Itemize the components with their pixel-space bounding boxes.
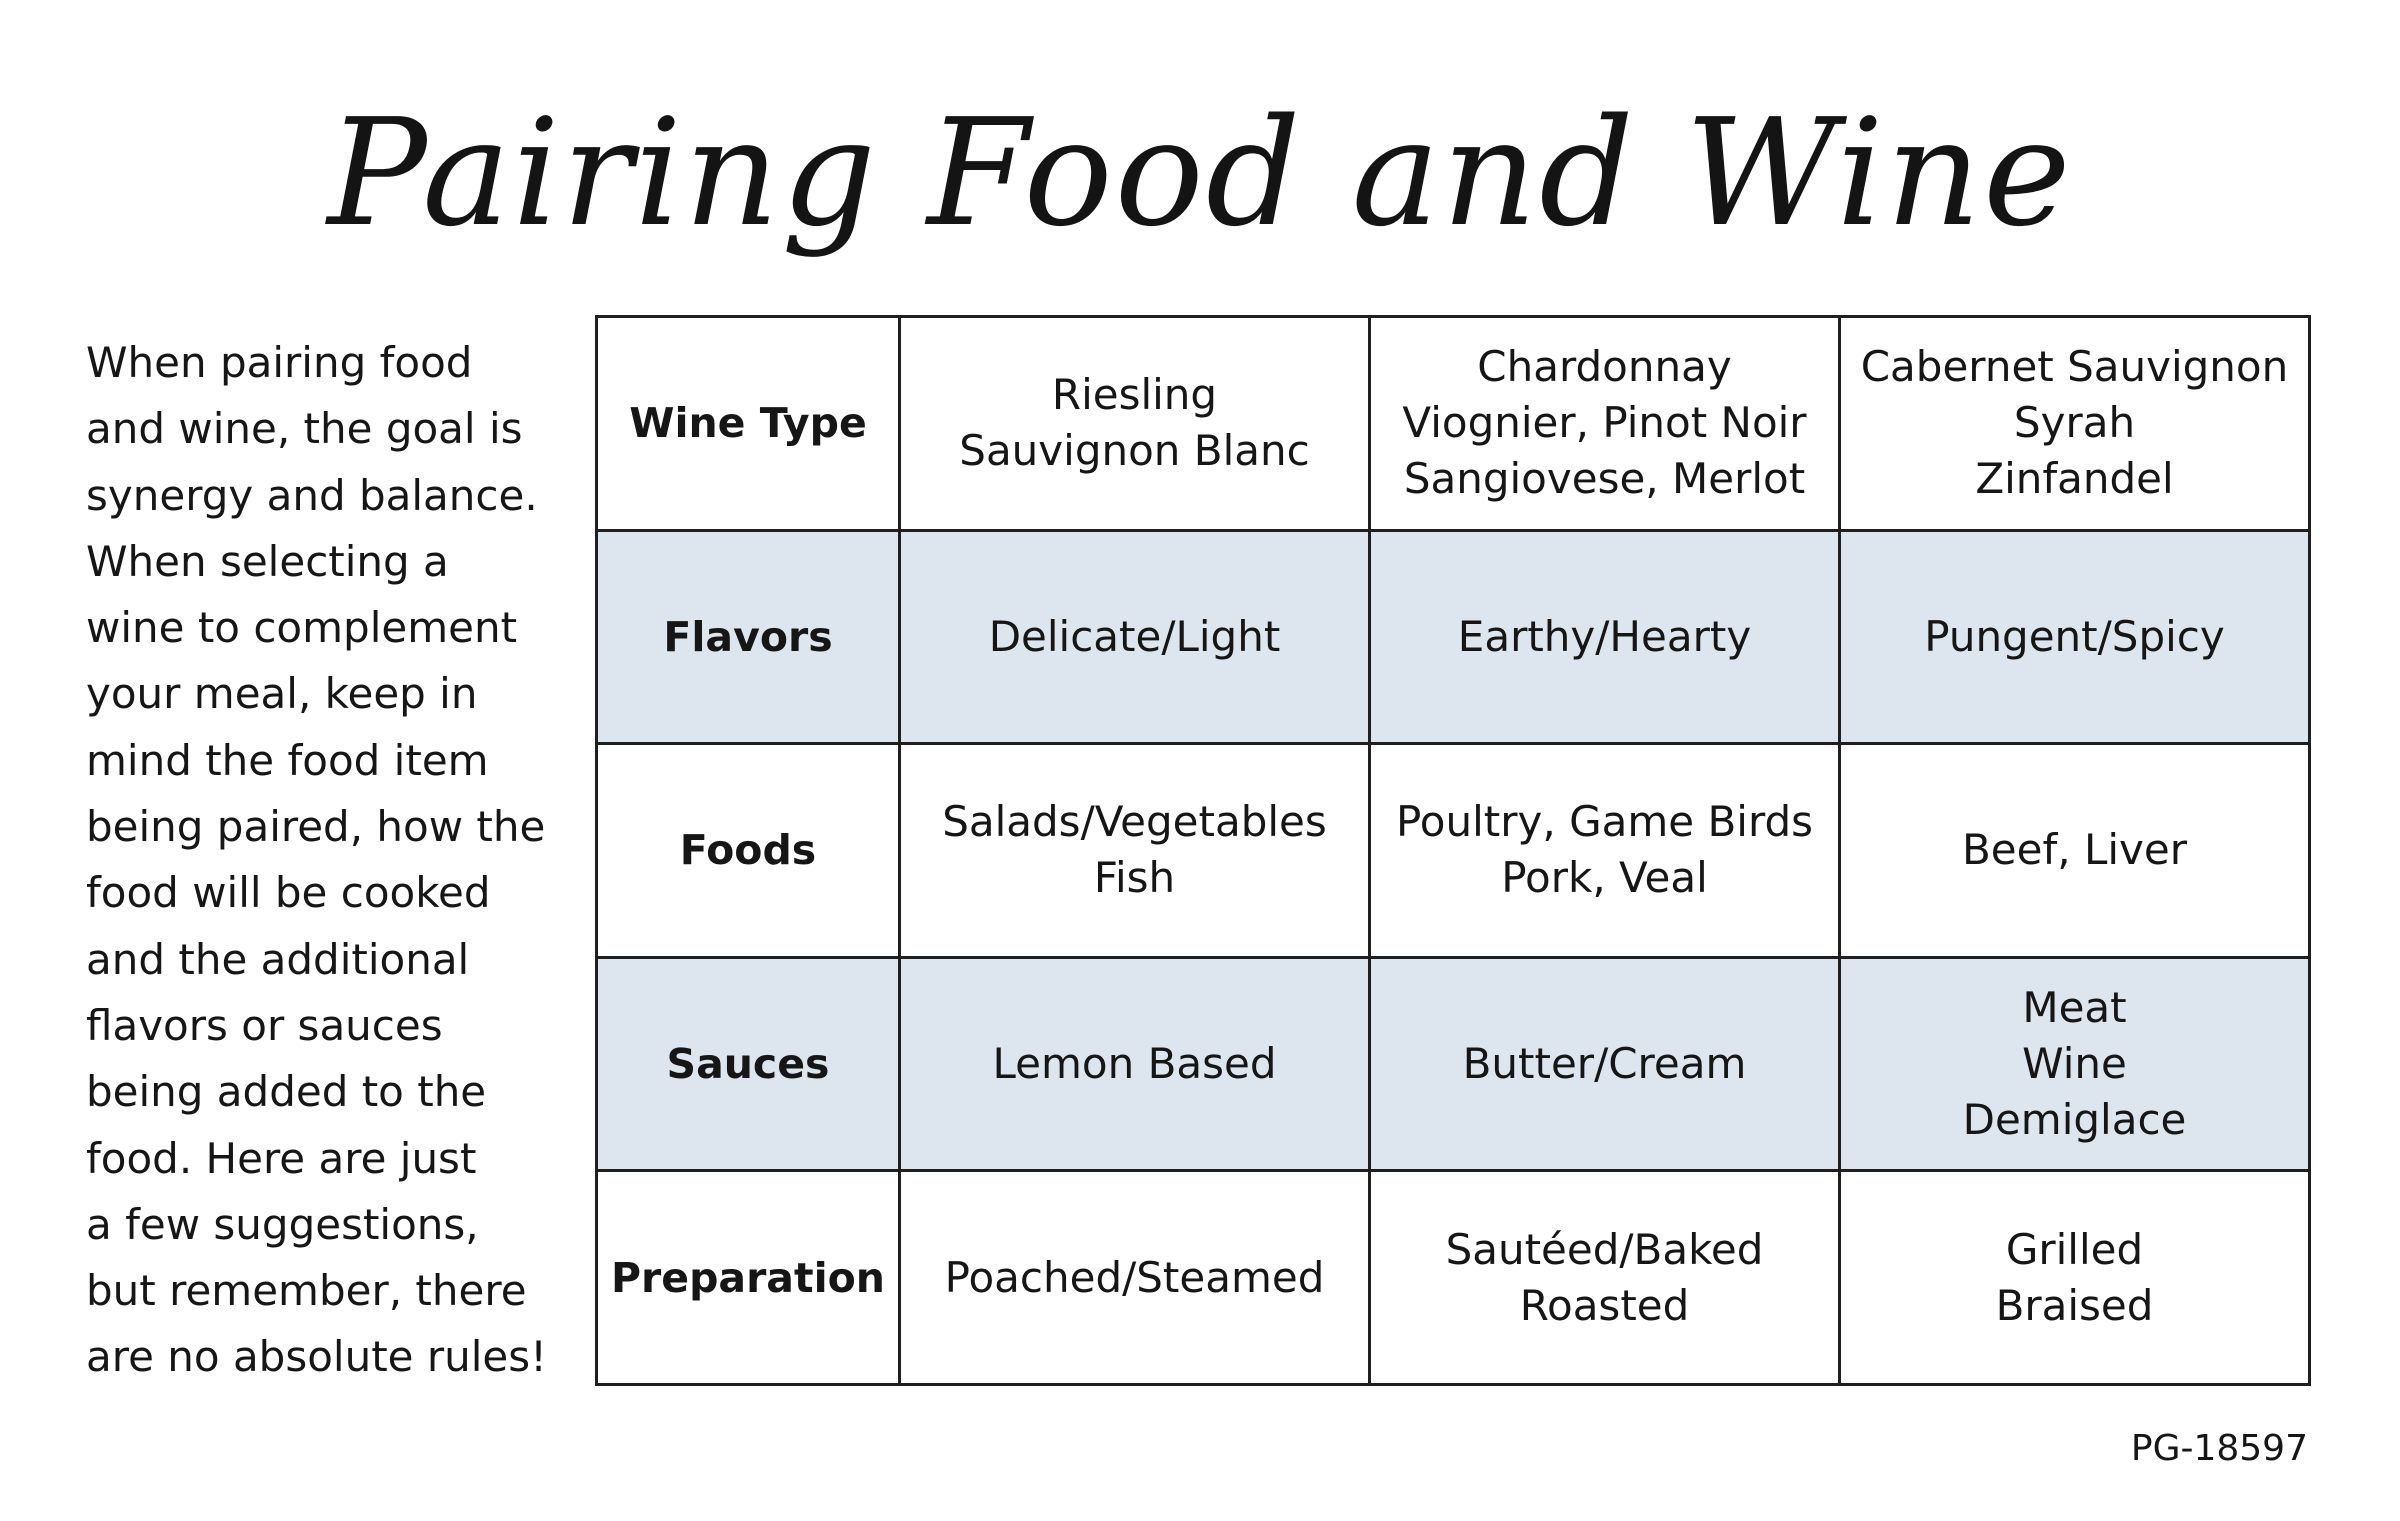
table-cell xyxy=(1840,317,2310,531)
table-cell xyxy=(900,530,1370,744)
cell-text: Poached/Steamed xyxy=(944,1252,1325,1302)
cell-text: Riesling xyxy=(1051,370,1218,420)
table-row xyxy=(597,530,2310,744)
table-cell xyxy=(1840,1171,2310,1385)
cell-text: Butter/Cream xyxy=(1462,1039,1747,1089)
intro-line: but remember, there xyxy=(86,1266,527,1316)
intro-line: mind the food item xyxy=(86,735,489,785)
intro-line: a few suggestions, xyxy=(86,1199,479,1249)
table-cell xyxy=(900,1171,1370,1385)
cell-text: Sauvignon Blanc xyxy=(959,426,1310,476)
table-cell xyxy=(1370,744,1840,958)
cell-text: Fish xyxy=(1093,853,1176,903)
intro-line: When selecting a xyxy=(86,536,449,586)
table-row xyxy=(597,744,2310,958)
cell-text: Cabernet Sauvignon xyxy=(1860,342,2289,392)
pairing-table xyxy=(595,315,2311,1386)
cell-text: Wine xyxy=(2022,1039,2127,1089)
cell-text: Roasted xyxy=(1519,1280,1690,1330)
cell-text: Demiglace xyxy=(1962,1095,2187,1145)
intro-line: are no absolute rules! xyxy=(86,1332,547,1382)
row-header: Sauces xyxy=(597,957,900,1171)
row-header: Flavors xyxy=(597,530,900,744)
cell-text: Chardonnay xyxy=(1477,342,1732,392)
intro-line: flavors or sauces xyxy=(86,1000,443,1050)
cell-text: Delicate/Light xyxy=(988,611,1281,661)
table-row xyxy=(597,957,2310,1171)
intro-line: and the additional xyxy=(86,934,470,984)
cell-text: Sangiovese, Merlot xyxy=(1403,454,1806,504)
cell-text: Sautéed/Baked xyxy=(1445,1224,1764,1274)
intro-line: being added to the xyxy=(86,1067,487,1117)
table-cell xyxy=(1370,317,1840,531)
cell-text: Poultry, Game Birds xyxy=(1395,797,1814,847)
cell-text: Braised xyxy=(1995,1280,2154,1330)
cell-text: Viognier, Pinot Noir xyxy=(1402,398,1807,448)
intro-line: food will be cooked xyxy=(86,868,491,918)
intro-line: wine to complement xyxy=(86,603,518,653)
table-row xyxy=(597,317,2310,531)
table-cell xyxy=(900,317,1370,531)
intro-line: your meal, keep in xyxy=(86,669,478,719)
intro-line: and wine, the goal is xyxy=(86,404,523,454)
page-title: Pairing Food and Wine xyxy=(327,87,2073,259)
cell-text: Salads/Vegetables xyxy=(942,797,1327,847)
row-header: Wine Type xyxy=(597,317,900,531)
intro-line: When pairing food xyxy=(86,338,473,387)
intro-line: being paired, how the xyxy=(86,802,546,852)
table-cell xyxy=(1840,530,2310,744)
cell-text: Beef, Liver xyxy=(1961,825,2187,875)
intro-text xyxy=(86,330,586,1391)
product-code: PG-18597 xyxy=(2130,1428,2308,1469)
intro-line: food. Here are just xyxy=(86,1133,477,1183)
table-cell xyxy=(1840,744,2310,958)
cell-text: Meat xyxy=(2022,983,2127,1033)
cell-text: Pork, Veal xyxy=(1501,853,1708,903)
cell-text: Earthy/Hearty xyxy=(1457,611,1752,661)
cell-text: Grilled xyxy=(2005,1224,2144,1274)
cell-text: Syrah xyxy=(2013,398,2136,448)
row-header: Foods xyxy=(597,744,900,958)
table-cell xyxy=(900,744,1370,958)
table-cell xyxy=(1370,530,1840,744)
table-cell xyxy=(1370,957,1840,1171)
cell-text: Zinfandel xyxy=(1975,454,2174,504)
cell-text: Lemon Based xyxy=(992,1039,1277,1089)
row-header: Preparation xyxy=(597,1171,900,1385)
table-cell xyxy=(1840,957,2310,1171)
table-cell xyxy=(1370,1171,1840,1385)
intro-line: synergy and balance. xyxy=(86,470,538,520)
table-cell xyxy=(900,957,1370,1171)
cell-text: Pungent/Spicy xyxy=(1924,611,2225,661)
table-row xyxy=(597,1171,2310,1385)
